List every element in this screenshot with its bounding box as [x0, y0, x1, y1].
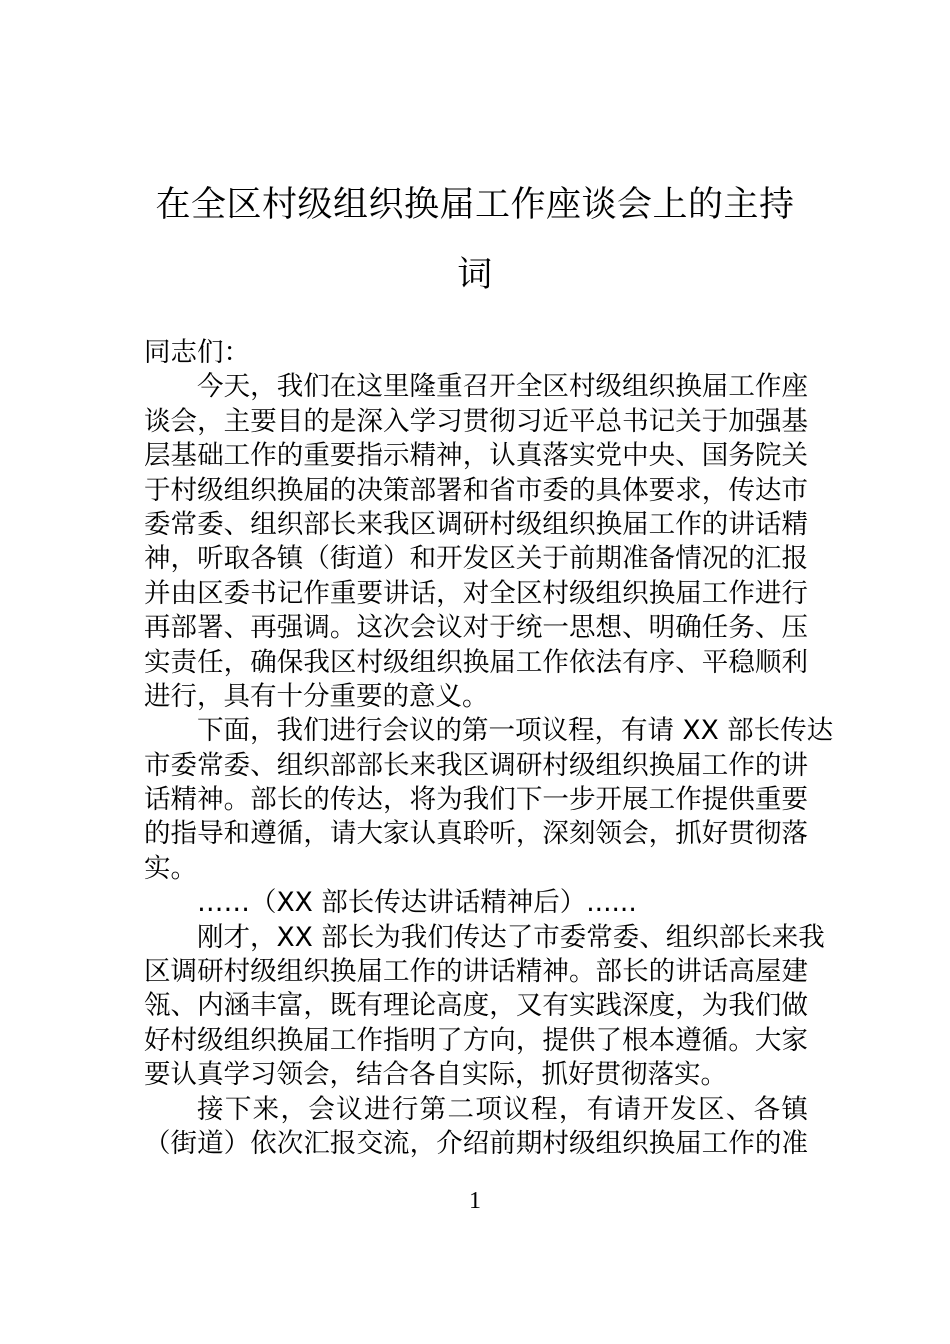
paragraph-3-line: ……（XX 部长传达讲话精神后）...... — [197, 887, 637, 919]
paragraph-2-line: 实。 — [144, 852, 197, 884]
paragraph-2-line: 市委常委、组织部部长来我区调研村级组织换届工作的讲 — [144, 749, 808, 781]
document-title — [140, 170, 810, 310]
paragraph-1-line: 再部署、再强调。这次会议对于统一思想、明确任务、压 — [144, 612, 808, 644]
paragraph-1-line: 神，听取各镇（街道）和开发区关于前期准备情况的汇报 — [144, 543, 808, 575]
paragraph-2-line: 话精神。部长的传达，将为我们下一步开展工作提供重要 — [144, 784, 808, 816]
paragraph-1-line: 进行，具有十分重要的意义。 — [144, 680, 489, 712]
paragraph-4-line: 瓴、内涵丰富，既有理论高度，又有实践深度，为我们做 — [144, 990, 808, 1022]
paragraph-1-line: 于村级组织换届的决策部署和省市委的具体要求，传达市 — [144, 474, 808, 506]
paragraph-4-line: 区调研村级组织换届工作的讲话精神。部长的讲话高屋建 — [144, 956, 808, 988]
paragraph-1-line: 层基础工作的重要指示精神，认真落实党中央、国务院关 — [144, 440, 808, 472]
title-line: 在全区村级组织换届工作座谈会上的主持 — [155, 185, 795, 225]
title-line: 词 — [457, 255, 493, 295]
paragraph-1-line: 今天，我们在这里隆重召开全区村级组织换届工作座 — [197, 371, 808, 403]
document-body — [144, 336, 834, 1161]
paragraph-4-line: 好村级组织换届工作指明了方向，提供了根本遵循。大家 — [144, 1024, 808, 1056]
paragraph-5-line: （街道）依次汇报交流，介绍前期村级组织换届工作的准 — [144, 1127, 808, 1159]
paragraph-1-line: 委常委、组织部长来我区调研村级组织换届工作的讲话精 — [144, 508, 808, 540]
paragraph-2-line: 的指导和遵循，请大家认真聆听，深刻领会，抓好贯彻落 — [144, 818, 808, 850]
paragraph-4-line: 要认真学习领会，结合各自实际，抓好贯彻落实。 — [144, 1059, 727, 1091]
paragraph-5-line: 接下来，会议进行第二项议程，有请开发区、各镇 — [197, 1093, 808, 1125]
page-number: 1 — [469, 1188, 481, 1214]
paragraph-2-line: 下面，我们进行会议的第一项议程，有请 XX 部长传达 — [197, 715, 834, 747]
salutation: 同志们： — [144, 337, 250, 368]
paragraph-1-line: 实责任，确保我区村级组织换届工作依法有序、平稳顺利 — [144, 646, 808, 678]
paragraph-4-line: 刚才，XX 部长为我们传达了市委常委、组织部长来我 — [197, 921, 825, 953]
paragraph-1-line: 并由区委书记作重要讲话，对全区村级组织换届工作进行 — [144, 577, 808, 609]
paragraph-1-line: 谈会，主要目的是深入学习贯彻习近平总书记关于加强基 — [144, 405, 808, 437]
